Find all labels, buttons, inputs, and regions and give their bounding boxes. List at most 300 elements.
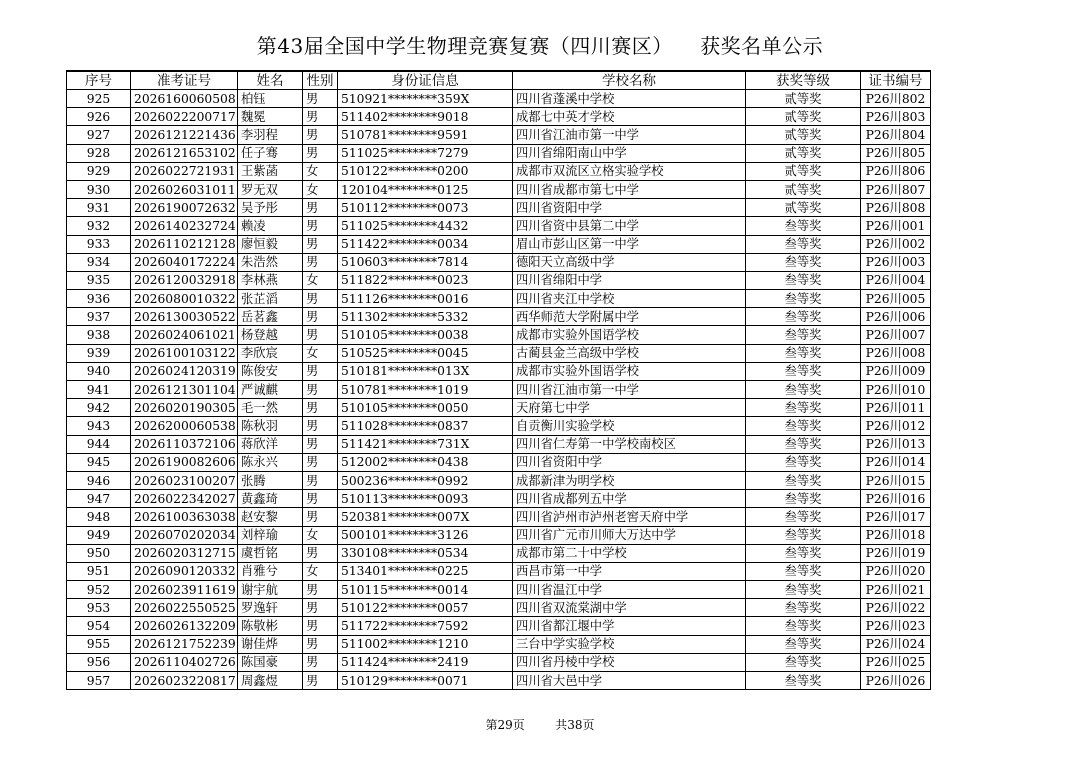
cell-ticket: 2026100363038 xyxy=(131,508,238,526)
cell-name: 任子骞 xyxy=(238,144,303,162)
table-row xyxy=(67,544,931,562)
cell-ticket: 2026121221436 xyxy=(131,126,238,144)
cell-no: 935 xyxy=(67,271,131,289)
cell-level: 叁等奖 xyxy=(746,562,861,580)
cell-no: 938 xyxy=(67,326,131,344)
cell-ticket: 2026022200717 xyxy=(131,108,238,126)
cell-no: 957 xyxy=(67,672,131,690)
cell-cert: P26川026 xyxy=(861,672,931,690)
cell-name: 谢佳烨 xyxy=(238,635,303,653)
table-row xyxy=(67,90,931,108)
cell-cert: P26川803 xyxy=(861,108,931,126)
cell-gender: 男 xyxy=(303,417,338,435)
cell-id: 510181********013X xyxy=(338,362,513,380)
cell-ticket: 2026023100207 xyxy=(131,471,238,489)
cell-cert: P26川004 xyxy=(861,271,931,289)
cell-level: 叁等奖 xyxy=(746,290,861,308)
cell-level: 贰等奖 xyxy=(746,180,861,198)
cell-id: 511822********0023 xyxy=(338,271,513,289)
cell-ticket: 2026020312715 xyxy=(131,544,238,562)
table-row xyxy=(67,417,931,435)
cell-gender: 女 xyxy=(303,162,338,180)
cell-id: 511302********5332 xyxy=(338,308,513,326)
cell-name: 陈永兴 xyxy=(238,453,303,471)
column-header-name: 姓名 xyxy=(238,71,303,90)
cell-school: 四川省江油市第一中学 xyxy=(513,126,746,144)
table-row xyxy=(67,162,931,180)
cell-name: 赖凌 xyxy=(238,217,303,235)
cell-level: 叁等奖 xyxy=(746,362,861,380)
cell-level: 叁等奖 xyxy=(746,653,861,671)
cell-name: 毛一然 xyxy=(238,399,303,417)
cell-gender: 女 xyxy=(303,562,338,580)
cell-school: 四川省大邑中学 xyxy=(513,672,746,690)
cell-name: 谢宇航 xyxy=(238,581,303,599)
cell-school: 四川省资中县第二中学 xyxy=(513,217,746,235)
cell-ticket: 2026022342027 xyxy=(131,490,238,508)
cell-level: 叁等奖 xyxy=(746,453,861,471)
cell-ticket: 2026023911619 xyxy=(131,581,238,599)
cell-gender: 男 xyxy=(303,381,338,399)
cell-school: 四川省资阳中学 xyxy=(513,199,746,217)
cell-ticket: 2026020190305 xyxy=(131,399,238,417)
cell-level: 贰等奖 xyxy=(746,199,861,217)
cell-cert: P26川001 xyxy=(861,217,931,235)
cell-id: 511126********0016 xyxy=(338,290,513,308)
cell-no: 955 xyxy=(67,635,131,653)
cell-level: 叁等奖 xyxy=(746,581,861,599)
cell-no: 940 xyxy=(67,362,131,380)
cell-ticket: 2026190072632 xyxy=(131,199,238,217)
cell-name: 岳茗鑫 xyxy=(238,308,303,326)
cell-school: 古蔺县金兰高级中学校 xyxy=(513,344,746,362)
cell-school: 西昌市第一中学 xyxy=(513,562,746,580)
cell-no: 931 xyxy=(67,199,131,217)
cell-cert: P26川002 xyxy=(861,235,931,253)
table-row xyxy=(67,362,931,380)
cell-no: 929 xyxy=(67,162,131,180)
page-footer xyxy=(0,716,1080,733)
table-row xyxy=(67,526,931,544)
cell-gender: 男 xyxy=(303,471,338,489)
cell-ticket: 2026160060508 xyxy=(131,90,238,108)
cell-no: 947 xyxy=(67,490,131,508)
cell-no: 926 xyxy=(67,108,131,126)
table-row xyxy=(67,308,931,326)
cell-no: 944 xyxy=(67,435,131,453)
cell-school: 成都新津为明学校 xyxy=(513,471,746,489)
cell-id: 510781********1019 xyxy=(338,381,513,399)
cell-level: 叁等奖 xyxy=(746,544,861,562)
table-row xyxy=(67,471,931,489)
cell-no: 932 xyxy=(67,217,131,235)
table-row xyxy=(67,126,931,144)
table-row xyxy=(67,253,931,271)
cell-id: 510115********0014 xyxy=(338,581,513,599)
cell-name: 张腾 xyxy=(238,471,303,489)
cell-no: 956 xyxy=(67,653,131,671)
cell-school: 四川省仁寿第一中学校南校区 xyxy=(513,435,746,453)
cell-no: 925 xyxy=(67,90,131,108)
cell-school: 天府第七中学 xyxy=(513,399,746,417)
cell-ticket: 2026026031011 xyxy=(131,180,238,198)
cell-level: 叁等奖 xyxy=(746,617,861,635)
table-row xyxy=(67,635,931,653)
cell-id: 330108********0534 xyxy=(338,544,513,562)
cell-ticket: 2026040172224 xyxy=(131,253,238,271)
cell-level: 叁等奖 xyxy=(746,417,861,435)
cell-id: 511028********0837 xyxy=(338,417,513,435)
cell-gender: 男 xyxy=(303,617,338,635)
cell-cert: P26川005 xyxy=(861,290,931,308)
cell-school: 四川省双流棠湖中学 xyxy=(513,599,746,617)
cell-level: 叁等奖 xyxy=(746,308,861,326)
table-row xyxy=(67,180,931,198)
cell-name: 虞哲铭 xyxy=(238,544,303,562)
cell-ticket: 2026070202034 xyxy=(131,526,238,544)
cell-level: 叁等奖 xyxy=(746,635,861,653)
cell-name: 陈俊安 xyxy=(238,362,303,380)
cell-level: 贰等奖 xyxy=(746,90,861,108)
cell-school: 成都市第二十中学校 xyxy=(513,544,746,562)
cell-cert: P26川007 xyxy=(861,326,931,344)
cell-gender: 男 xyxy=(303,290,338,308)
cell-name: 肖雅兮 xyxy=(238,562,303,580)
cell-level: 叁等奖 xyxy=(746,381,861,399)
cell-cert: P26川015 xyxy=(861,471,931,489)
cell-school: 四川省泸州市泸州老窖天府中学 xyxy=(513,508,746,526)
cell-id: 510129********0071 xyxy=(338,672,513,690)
cell-gender: 男 xyxy=(303,217,338,235)
cell-name: 周鑫煜 xyxy=(238,672,303,690)
column-header-cert: 证书编号 xyxy=(861,71,931,90)
table-row xyxy=(67,199,931,217)
cell-name: 罗逸轩 xyxy=(238,599,303,617)
cell-gender: 男 xyxy=(303,326,338,344)
cell-school: 四川省成都市第七中学 xyxy=(513,180,746,198)
cell-no: 939 xyxy=(67,344,131,362)
cell-school: 四川省成都列五中学 xyxy=(513,490,746,508)
column-header-ticket: 准考证号 xyxy=(131,71,238,90)
table-row xyxy=(67,381,931,399)
table-row xyxy=(67,271,931,289)
table-row xyxy=(67,144,931,162)
cell-level: 叁等奖 xyxy=(746,672,861,690)
column-header-id: 身份证信息 xyxy=(338,71,513,90)
cell-ticket: 2026090120332 xyxy=(131,562,238,580)
cell-name: 陈国豪 xyxy=(238,653,303,671)
cell-cert: P26川018 xyxy=(861,526,931,544)
cell-ticket: 2026130030522 xyxy=(131,308,238,326)
cell-name: 黄鑫琦 xyxy=(238,490,303,508)
cell-id: 511025********4432 xyxy=(338,217,513,235)
cell-id: 510112********0073 xyxy=(338,199,513,217)
cell-school: 四川省绵阳南山中学 xyxy=(513,144,746,162)
table-row xyxy=(67,453,931,471)
cell-id: 510122********0057 xyxy=(338,599,513,617)
cell-name: 魏冕 xyxy=(238,108,303,126)
cell-school: 四川省温江中学 xyxy=(513,581,746,599)
cell-level: 叁等奖 xyxy=(746,435,861,453)
cell-ticket: 2026024061021 xyxy=(131,326,238,344)
cell-gender: 男 xyxy=(303,108,338,126)
cell-name: 严诚麒 xyxy=(238,381,303,399)
cell-no: 946 xyxy=(67,471,131,489)
cell-gender: 女 xyxy=(303,344,338,362)
cell-gender: 男 xyxy=(303,90,338,108)
page-title: 第43届全国中学生物理竞赛复赛（四川赛区） 获奖名单公示 xyxy=(256,34,824,58)
cell-gender: 男 xyxy=(303,308,338,326)
cell-id: 510921********359X xyxy=(338,90,513,108)
cell-cert: P26川807 xyxy=(861,180,931,198)
cell-ticket: 2026022550525 xyxy=(131,599,238,617)
cell-no: 934 xyxy=(67,253,131,271)
cell-ticket: 2026121301104 xyxy=(131,381,238,399)
cell-level: 叁等奖 xyxy=(746,235,861,253)
cell-id: 500236********0992 xyxy=(338,471,513,489)
cell-cert: P26川804 xyxy=(861,126,931,144)
cell-no: 937 xyxy=(67,308,131,326)
cell-cert: P26川019 xyxy=(861,544,931,562)
cell-gender: 男 xyxy=(303,126,338,144)
cell-school: 西华师范大学附属中学 xyxy=(513,308,746,326)
award-list-table xyxy=(66,70,931,690)
cell-ticket: 2026110212128 xyxy=(131,235,238,253)
table-row xyxy=(67,344,931,362)
cell-school: 成都市实验外国语学校 xyxy=(513,362,746,380)
cell-school: 德阳天立高级中学 xyxy=(513,253,746,271)
cell-ticket: 2026121752239 xyxy=(131,635,238,653)
cell-name: 柏钰 xyxy=(238,90,303,108)
cell-no: 936 xyxy=(67,290,131,308)
cell-cert: P26川016 xyxy=(861,490,931,508)
cell-school: 四川省广元市川师大万达中学 xyxy=(513,526,746,544)
table-row xyxy=(67,235,931,253)
cell-id: 510525********0045 xyxy=(338,344,513,362)
cell-name: 张芷滔 xyxy=(238,290,303,308)
cell-cert: P26川008 xyxy=(861,344,931,362)
cell-gender: 男 xyxy=(303,253,338,271)
cell-id: 511722********7592 xyxy=(338,617,513,635)
cell-no: 928 xyxy=(67,144,131,162)
cell-level: 叁等奖 xyxy=(746,471,861,489)
cell-level: 叁等奖 xyxy=(746,217,861,235)
table-row xyxy=(67,290,931,308)
cell-gender: 男 xyxy=(303,581,338,599)
cell-gender: 男 xyxy=(303,435,338,453)
column-header-gender: 性别 xyxy=(303,71,338,90)
cell-school: 自贡衡川实验学校 xyxy=(513,417,746,435)
cell-name: 王紫菡 xyxy=(238,162,303,180)
column-header-school: 学校名称 xyxy=(513,71,746,90)
table-row xyxy=(67,562,931,580)
cell-level: 贰等奖 xyxy=(746,162,861,180)
cell-id: 520381********007X xyxy=(338,508,513,526)
cell-id: 510113********0093 xyxy=(338,490,513,508)
cell-name: 吴予彤 xyxy=(238,199,303,217)
cell-school: 三台中学实验学校 xyxy=(513,635,746,653)
cell-no: 952 xyxy=(67,581,131,599)
column-header-level: 获奖等级 xyxy=(746,71,861,90)
cell-no: 930 xyxy=(67,180,131,198)
cell-name: 朱浩然 xyxy=(238,253,303,271)
cell-gender: 男 xyxy=(303,362,338,380)
cell-level: 叁等奖 xyxy=(746,326,861,344)
cell-school: 成都七中英才学校 xyxy=(513,108,746,126)
cell-ticket: 2026100103122 xyxy=(131,344,238,362)
cell-ticket: 2026121653102 xyxy=(131,144,238,162)
cell-cert: P26川022 xyxy=(861,599,931,617)
cell-name: 赵安黎 xyxy=(238,508,303,526)
cell-cert: P26川010 xyxy=(861,381,931,399)
cell-cert: P26川006 xyxy=(861,308,931,326)
cell-id: 510781********9591 xyxy=(338,126,513,144)
cell-name: 李林燕 xyxy=(238,271,303,289)
cell-ticket: 2026023220817 xyxy=(131,672,238,690)
cell-cert: P26川021 xyxy=(861,581,931,599)
cell-level: 叁等奖 xyxy=(746,344,861,362)
cell-school: 眉山市彭山区第一中学 xyxy=(513,235,746,253)
cell-gender: 男 xyxy=(303,672,338,690)
cell-level: 叁等奖 xyxy=(746,271,861,289)
table-row xyxy=(67,108,931,126)
table-row xyxy=(67,217,931,235)
table-row xyxy=(67,399,931,417)
cell-gender: 男 xyxy=(303,235,338,253)
cell-no: 942 xyxy=(67,399,131,417)
cell-school: 四川省夹江中学校 xyxy=(513,290,746,308)
table-row xyxy=(67,326,931,344)
cell-name: 李羽程 xyxy=(238,126,303,144)
table-header-row xyxy=(67,71,931,90)
cell-ticket: 2026026132209 xyxy=(131,617,238,635)
cell-gender: 女 xyxy=(303,526,338,544)
table-row xyxy=(67,581,931,599)
cell-name: 陈敬彬 xyxy=(238,617,303,635)
cell-level: 叁等奖 xyxy=(746,399,861,417)
cell-cert: P26川020 xyxy=(861,562,931,580)
cell-name: 廖恒毅 xyxy=(238,235,303,253)
cell-ticket: 2026140232724 xyxy=(131,217,238,235)
cell-school: 四川省绵阳中学 xyxy=(513,271,746,289)
cell-school: 四川省江油市第一中学 xyxy=(513,381,746,399)
cell-id: 511002********1210 xyxy=(338,635,513,653)
cell-gender: 男 xyxy=(303,508,338,526)
cell-gender: 男 xyxy=(303,635,338,653)
cell-level: 贰等奖 xyxy=(746,126,861,144)
cell-no: 951 xyxy=(67,562,131,580)
cell-cert: P26川009 xyxy=(861,362,931,380)
cell-school: 四川省资阳中学 xyxy=(513,453,746,471)
cell-ticket: 2026110402726 xyxy=(131,653,238,671)
cell-school: 成都市实验外国语学校 xyxy=(513,326,746,344)
cell-no: 927 xyxy=(67,126,131,144)
cell-id: 500101********3126 xyxy=(338,526,513,544)
cell-cert: P26川805 xyxy=(861,144,931,162)
cell-id: 120104********0125 xyxy=(338,180,513,198)
cell-school: 四川省丹棱中学校 xyxy=(513,653,746,671)
cell-cert: P26川806 xyxy=(861,162,931,180)
table-row xyxy=(67,653,931,671)
cell-level: 贰等奖 xyxy=(746,108,861,126)
cell-id: 510105********0050 xyxy=(338,399,513,417)
cell-no: 948 xyxy=(67,508,131,526)
cell-ticket: 2026022721931 xyxy=(131,162,238,180)
cell-gender: 男 xyxy=(303,599,338,617)
cell-name: 罗无双 xyxy=(238,180,303,198)
cell-level: 叁等奖 xyxy=(746,508,861,526)
cell-no: 933 xyxy=(67,235,131,253)
cell-level: 叁等奖 xyxy=(746,526,861,544)
cell-gender: 男 xyxy=(303,199,338,217)
cell-no: 945 xyxy=(67,453,131,471)
cell-level: 贰等奖 xyxy=(746,144,861,162)
table-row xyxy=(67,508,931,526)
cell-cert: P26川003 xyxy=(861,253,931,271)
cell-level: 叁等奖 xyxy=(746,490,861,508)
table-row xyxy=(67,490,931,508)
cell-ticket: 2026120032918 xyxy=(131,271,238,289)
table-body xyxy=(67,90,931,690)
cell-gender: 男 xyxy=(303,453,338,471)
cell-id: 511402********9018 xyxy=(338,108,513,126)
cell-no: 953 xyxy=(67,599,131,617)
cell-id: 510122********0200 xyxy=(338,162,513,180)
cell-name: 陈秋羽 xyxy=(238,417,303,435)
table-row xyxy=(67,599,931,617)
cell-cert: P26川808 xyxy=(861,199,931,217)
cell-gender: 男 xyxy=(303,144,338,162)
cell-gender: 女 xyxy=(303,271,338,289)
cell-level: 叁等奖 xyxy=(746,253,861,271)
cell-no: 941 xyxy=(67,381,131,399)
cell-id: 512002********0438 xyxy=(338,453,513,471)
cell-gender: 男 xyxy=(303,653,338,671)
cell-cert: P26川014 xyxy=(861,453,931,471)
cell-cert: P26川012 xyxy=(861,417,931,435)
cell-cert: P26川017 xyxy=(861,508,931,526)
cell-gender: 男 xyxy=(303,544,338,562)
cell-cert: P26川013 xyxy=(861,435,931,453)
cell-no: 943 xyxy=(67,417,131,435)
cell-ticket: 2026200060538 xyxy=(131,417,238,435)
cell-ticket: 2026190082606 xyxy=(131,453,238,471)
total-pages: 共38页 xyxy=(555,718,595,732)
table-row xyxy=(67,617,931,635)
cell-no: 954 xyxy=(67,617,131,635)
cell-school: 四川省蓬溪中学校 xyxy=(513,90,746,108)
cell-cert: P26川023 xyxy=(861,617,931,635)
column-header-no: 序号 xyxy=(67,71,131,90)
cell-id: 511421********731X xyxy=(338,435,513,453)
cell-no: 950 xyxy=(67,544,131,562)
cell-id: 511422********0034 xyxy=(338,235,513,253)
cell-cert: P26川802 xyxy=(861,90,931,108)
cell-id: 510603********7814 xyxy=(338,253,513,271)
cell-ticket: 2026080010322 xyxy=(131,290,238,308)
cell-cert: P26川011 xyxy=(861,399,931,417)
table-row xyxy=(67,672,931,690)
cell-level: 叁等奖 xyxy=(746,599,861,617)
cell-name: 李欣宸 xyxy=(238,344,303,362)
cell-gender: 男 xyxy=(303,490,338,508)
cell-gender: 男 xyxy=(303,399,338,417)
table-row xyxy=(67,435,931,453)
cell-school: 四川省都江堰中学 xyxy=(513,617,746,635)
cell-id: 510105********0038 xyxy=(338,326,513,344)
cell-cert: P26川024 xyxy=(861,635,931,653)
page-number: 第29页 xyxy=(485,718,525,732)
